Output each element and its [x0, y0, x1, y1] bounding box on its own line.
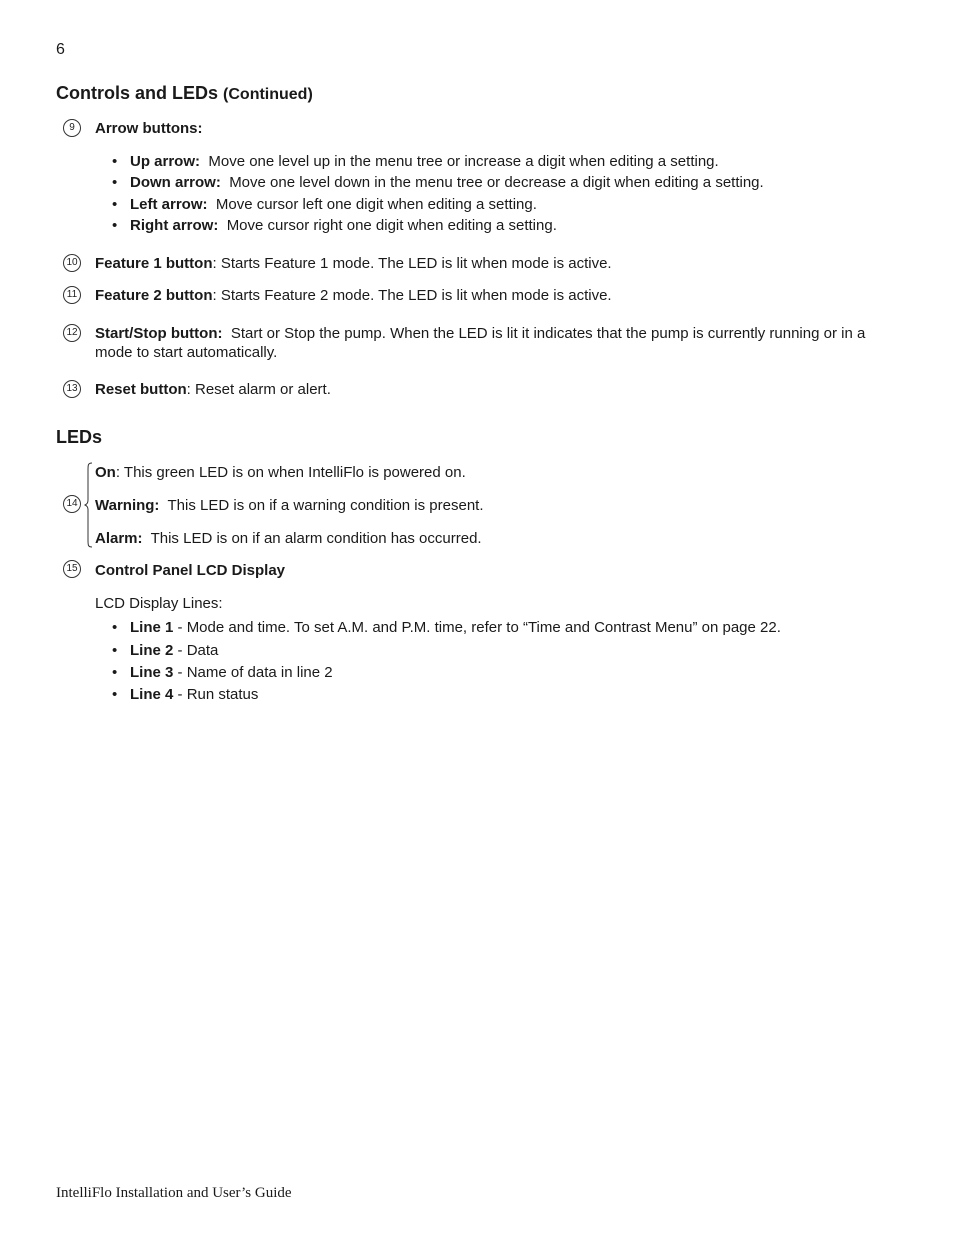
page-number: 6: [56, 41, 65, 58]
section-title: Controls and LEDs: [56, 83, 219, 103]
callout-15-icon: 15: [63, 560, 81, 578]
led-warning-description: Warning: This LED is on if a warning condition is present.: [95, 497, 484, 514]
lcd-intro: LCD Display Lines:: [95, 595, 223, 612]
start-stop-description: Start/Stop button: Start or Stop the pump. When the LED is lit it indicates that the pump is currently running or in a mode to start automatically.: [95, 325, 866, 361]
arrow-buttons-title: Arrow buttons:: [95, 120, 203, 137]
bracket-icon: [84, 462, 94, 548]
callout-14-icon: 14: [63, 495, 81, 513]
reset-description: Reset button: Reset alarm or alert.: [95, 381, 331, 398]
feature-1-description: Feature 1 button: Starts Feature 1 mode. The LED is lit when mode is active.: [95, 255, 612, 272]
page-footer: IntelliFlo Installation and User’s Guide: [56, 1185, 292, 1201]
leds-heading: LEDs: [56, 427, 103, 447]
led-alarm-description: Alarm: This LED is on if an alarm condition has occurred.: [95, 530, 482, 547]
section-heading: [56, 83, 313, 104]
callout-9-icon: 9: [63, 119, 81, 137]
lcd-title: Control Panel LCD Display: [95, 562, 286, 579]
callout-12-icon: 12: [63, 324, 81, 342]
callout-13-icon: 13: [63, 380, 81, 398]
callout-10-icon: 10: [63, 254, 81, 272]
feature-2-description: Feature 2 button: Starts Feature 2 mode. The LED is lit when mode is active.: [95, 287, 612, 304]
callout-11-icon: 11: [63, 286, 81, 304]
continued-label: (Continued): [223, 86, 313, 103]
led-on-description: On: This green LED is on when IntelliFlo is powered on.: [95, 464, 466, 481]
